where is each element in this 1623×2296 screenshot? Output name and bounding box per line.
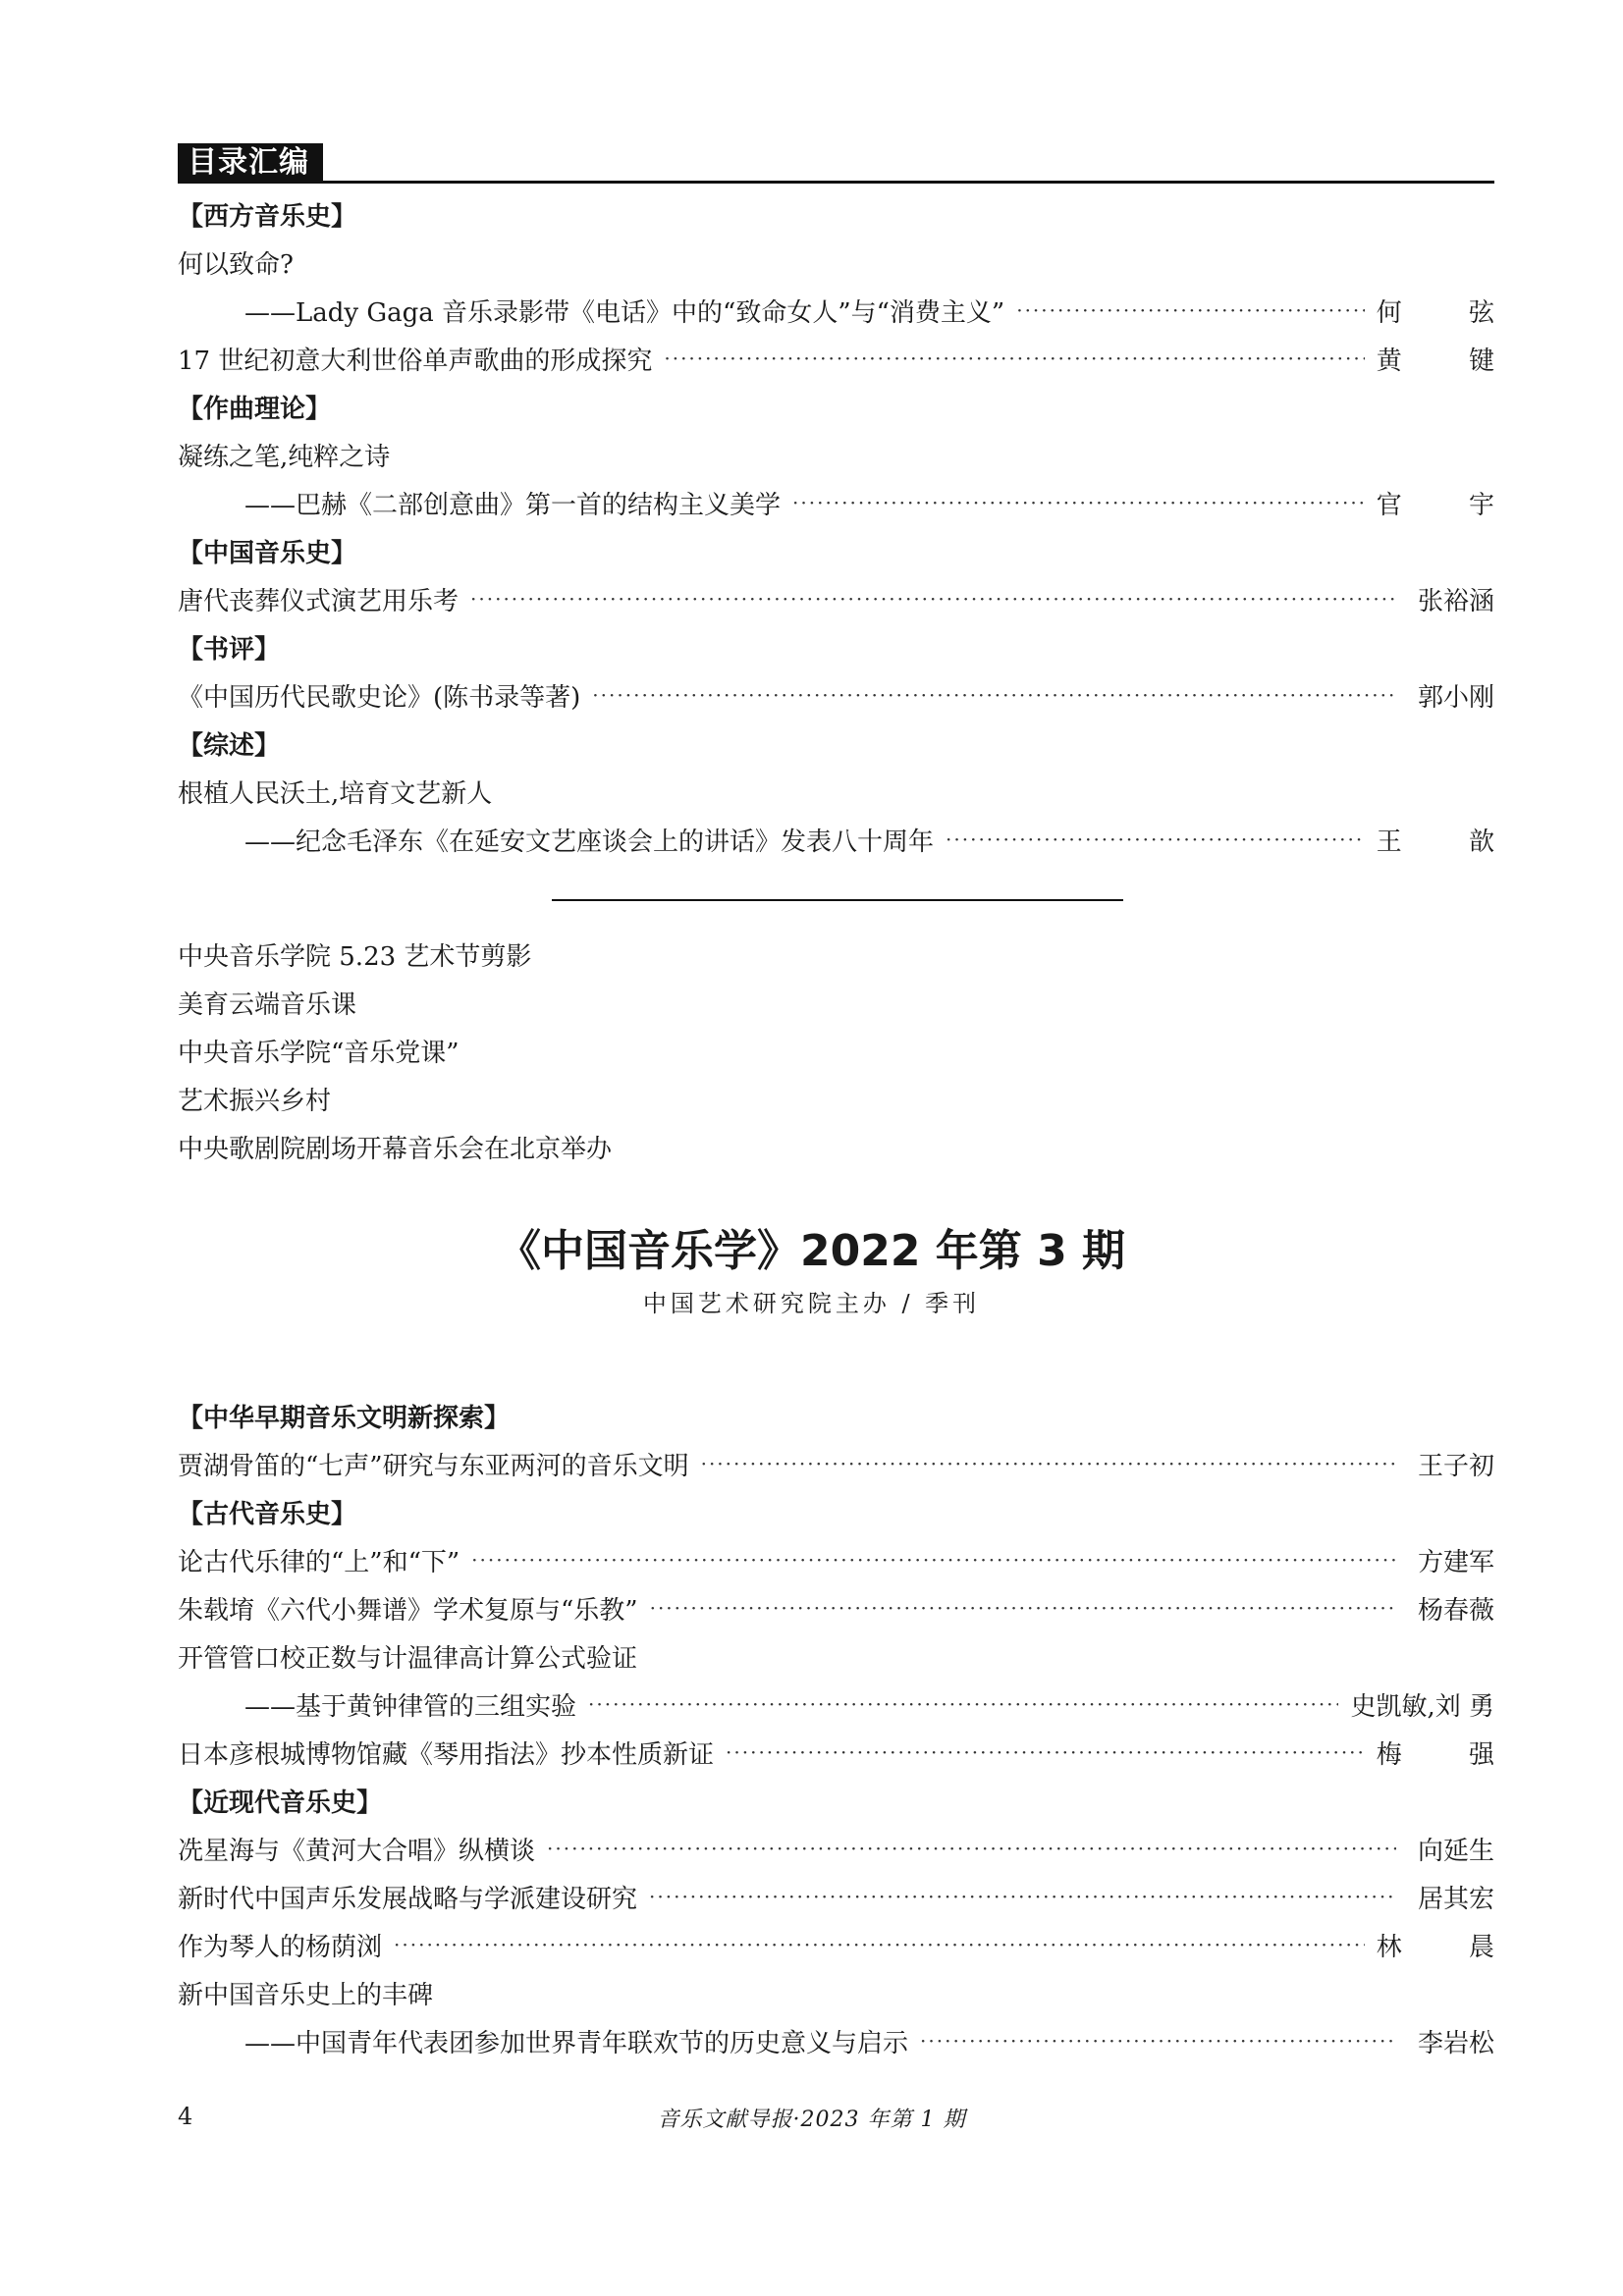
toc2-section-heading: 【古代音乐史】	[178, 1500, 357, 1529]
entry-author: 王子初	[1417, 1452, 1494, 1481]
dot-leader	[1016, 298, 1365, 324]
dot-leader	[946, 828, 1365, 853]
entry-author: 何 弦	[1376, 298, 1524, 328]
entry-author: 官 宇	[1376, 491, 1524, 520]
dot-leader	[726, 1740, 1365, 1766]
entry-title: 冼星海与《黄河大合唱》纵横谈	[178, 1837, 536, 1866]
entry-title: 根植人民沃土,培育文艺新人	[178, 779, 493, 809]
dot-leader	[664, 347, 1364, 372]
toc2-entry	[178, 1873, 1494, 1921]
footer-journal: 音乐文献导报·2023 年第 1 期	[657, 2108, 966, 2132]
entry-title: 唐代丧葬仪式演艺用乐考	[178, 587, 460, 616]
dot-leader	[792, 491, 1365, 516]
entry-title: 贾湖骨笛的“七声”研究与东亚两河的音乐文明	[178, 1452, 689, 1481]
entry-title: ——纪念毛泽东《在延安文艺座谈会上的讲话》发表八十周年	[244, 828, 935, 857]
toc2-entry	[178, 2017, 1494, 2065]
issue-subtitle: 中国艺术研究院主办 / 季刊	[642, 1290, 981, 1317]
entry-title: ——基于黄钟律管的三组实验	[244, 1692, 577, 1722]
toc1-section-heading: 【西方音乐史】	[178, 202, 357, 232]
entry-title: 新时代中国声乐发展战略与学派建设研究	[178, 1885, 638, 1914]
entry-title: 17 世纪初意大利世俗单声歌曲的形成探究	[178, 347, 653, 376]
entry-author: 向延生	[1417, 1837, 1494, 1866]
entry-title: 作为琴人的杨荫浏	[178, 1933, 383, 1962]
toc2-section-heading: 【近现代音乐史】	[178, 1789, 383, 1818]
entry-title: ——中国青年代表团参加世界青年联欢节的历史意义与启示	[244, 2029, 909, 2058]
toc1-section-heading: 【综述】	[178, 731, 281, 761]
toc-list-1	[178, 190, 1524, 864]
entry-author: 张裕涵	[1417, 587, 1494, 616]
entry-author: 王 歆	[1376, 828, 1524, 857]
toc1-title	[178, 768, 1494, 816]
dot-leader	[649, 1885, 1396, 1910]
toc2-entry	[178, 1440, 1494, 1488]
toc2-entry	[178, 1825, 1494, 1873]
toc2-entry	[178, 1729, 1524, 1777]
page-number: 4	[178, 2103, 193, 2130]
toc1-entry	[178, 575, 1494, 623]
entry-author: 李岩松	[1417, 2029, 1494, 2058]
toc1-title	[178, 431, 1494, 479]
toc-list-2	[178, 1392, 1524, 2065]
entry-title: 何以致命?	[178, 250, 294, 280]
toc2-title	[178, 1632, 1494, 1681]
divider-rule	[552, 899, 1123, 901]
extra-item: 中央音乐学院“音乐党课”	[178, 1039, 460, 1068]
entry-title: 新中国音乐史上的丰碑	[178, 1981, 434, 2010]
dot-leader	[547, 1837, 1396, 1862]
dot-leader	[588, 1692, 1338, 1718]
toc1-section-heading: 【中国音乐史】	[178, 539, 357, 568]
extras-list	[178, 931, 1494, 1171]
toc1-section-heading: 【作曲理论】	[178, 395, 332, 424]
toc1-entry	[178, 816, 1524, 864]
toc2-entry	[178, 1536, 1494, 1584]
dot-leader	[592, 683, 1396, 709]
dot-leader	[470, 587, 1396, 613]
toc2-entry	[178, 1584, 1494, 1632]
entry-author: 居其宏	[1417, 1885, 1494, 1914]
toc1-section-heading: 【书评】	[178, 635, 281, 665]
toc1-entry	[178, 671, 1494, 720]
entry-author: 梅 强	[1376, 1740, 1524, 1770]
toc2-entry	[178, 1921, 1524, 1969]
entry-title: 《中国历代民歌史论》(陈书录等著)	[178, 683, 581, 713]
toc1-title	[178, 239, 1494, 287]
extra-item: 中央歌剧院剧场开幕音乐会在北京举办	[178, 1135, 613, 1164]
dot-leader	[650, 1596, 1396, 1622]
entry-title: ——巴赫《二部创意曲》第一首的结构主义美学	[244, 491, 782, 520]
dot-leader	[701, 1452, 1396, 1477]
dot-leader	[394, 1933, 1365, 1958]
extra-item: 美育云端音乐课	[178, 990, 357, 1020]
entry-author: 方建军	[1417, 1548, 1494, 1577]
entry-title: 凝练之笔,纯粹之诗	[178, 443, 391, 472]
entry-title: 开管管口校正数与计温律高计算公式验证	[178, 1644, 638, 1674]
entry-title: 日本彦根城博物馆藏《琴用指法》抄本性质新证	[178, 1740, 715, 1770]
dot-leader	[920, 2029, 1396, 2055]
extra-item: 艺术振兴乡村	[178, 1087, 332, 1116]
extra-item: 中央音乐学院 5.23 艺术节剪影	[178, 942, 532, 972]
toc1-entry	[178, 287, 1524, 335]
dot-leader	[471, 1548, 1396, 1574]
issue-title: 《中国音乐学》2022 年第 3 期	[497, 1226, 1126, 1276]
section-header-tag: 目录汇编	[178, 143, 323, 183]
entry-title: 朱载堉《六代小舞谱》学术复原与“乐教”	[178, 1596, 638, 1626]
toc2-title	[178, 1969, 1494, 2017]
header-rule	[178, 181, 1494, 184]
toc1-entry	[178, 335, 1524, 383]
entry-title: ——Lady Gaga 音乐录影带《电话》中的“致命女人”与“消费主义”	[244, 298, 1005, 328]
entry-author: 林 晨	[1376, 1933, 1524, 1962]
entry-title: 论古代乐律的“上”和“下”	[178, 1548, 460, 1577]
entry-author: 史凯敏,刘 勇	[1350, 1692, 1494, 1722]
entry-author: 郭小刚	[1417, 683, 1494, 713]
toc1-entry	[178, 479, 1524, 527]
toc2-section-heading: 【中华早期音乐文明新探索】	[178, 1404, 511, 1433]
entry-author: 杨春薇	[1417, 1596, 1494, 1626]
entry-author: 黄 键	[1376, 347, 1524, 376]
toc2-entry	[178, 1681, 1494, 1729]
